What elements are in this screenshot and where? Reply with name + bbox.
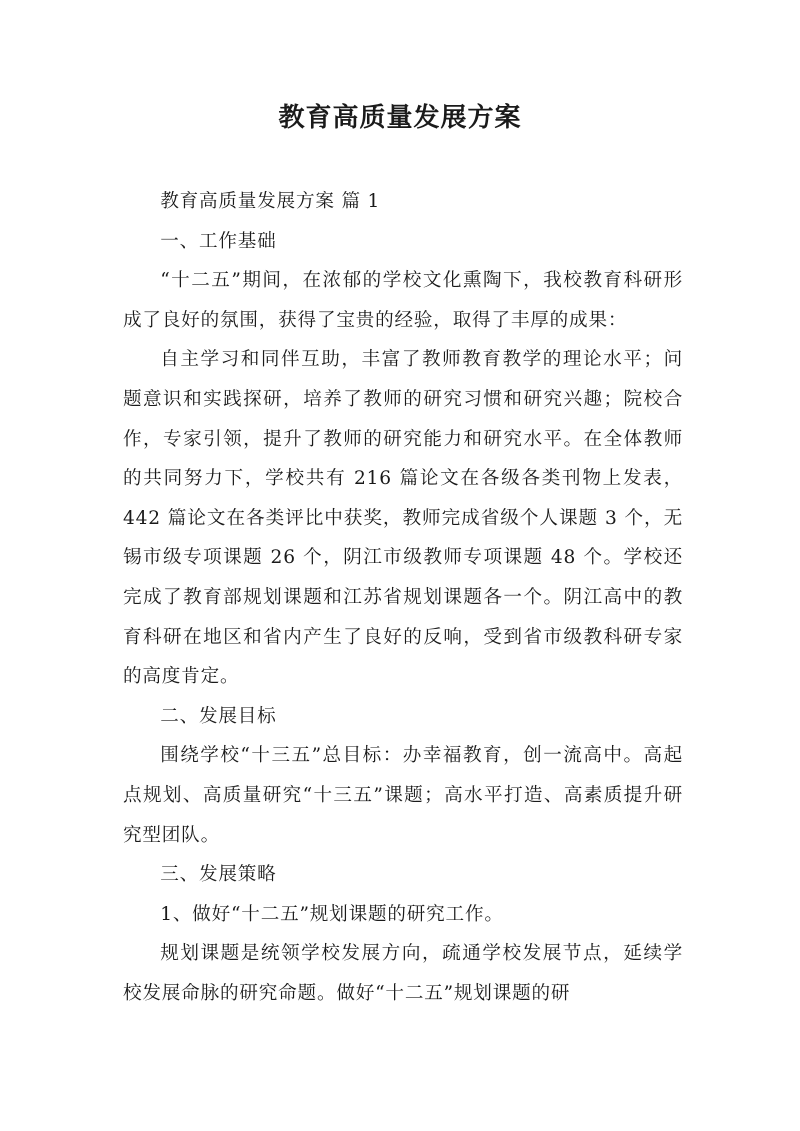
document-title: 教育高质量发展方案	[278, 103, 522, 133]
paragraph-development-goals: 围绕学校“十三五”总目标：办幸福教育，创一流高中。高起点规划、高质量研究“十三五”课题；高水平打造、高素质提升研究型团队。	[123, 745, 683, 846]
document-body	[123, 182, 683, 1013]
section-heading-development-strategy: 三、发展策略	[160, 864, 277, 886]
section-heading-development-goals: 二、发展目标	[160, 705, 277, 727]
paragraph-foundation-intro: “十二五”期间，在浓郁的学校文化熏陶下，我校教育科研形成了良好的氛围，获得了宝贵的经验，取得了丰厚的成果：	[123, 270, 683, 331]
strategy-item-1: 1、做好“十二五”规划课题的研究工作。	[160, 903, 504, 925]
section-heading-work-foundation: 一、工作基础	[160, 230, 277, 252]
article-subtitle: 教育高质量发展方案 篇 1	[160, 191, 381, 212]
paragraph-foundation-achievements: 自主学习和同伴互助，丰富了教师教育教学的理论水平；问题意识和实践探研，培养了教师的研究习惯和研究兴趣；院校合作，专家引领，提升了教师的研究能力和研究水平。在全体教师的共同努力下，学校共有 216 篇论文在各级各类刊物上发表，442 篇论文在各类评比中获奖，教师完成省级个人课题 3 个，无锡市级专项课题 26 个，阴江市级教师专项课题 48 个。学校还完成了教育部规划课题和江苏省规划课题各一个。阴江高中的教育科研在地区和省内产生了良好的反响，受到省市级教科研专家的高度肯定。	[123, 349, 683, 688]
paragraph-strategy-planning: 规划课题是统领学校发展方向，疏通学校发展节点，延续学校发展命脉的研究命题。做好“十二五”规划课题的研	[123, 943, 683, 1004]
